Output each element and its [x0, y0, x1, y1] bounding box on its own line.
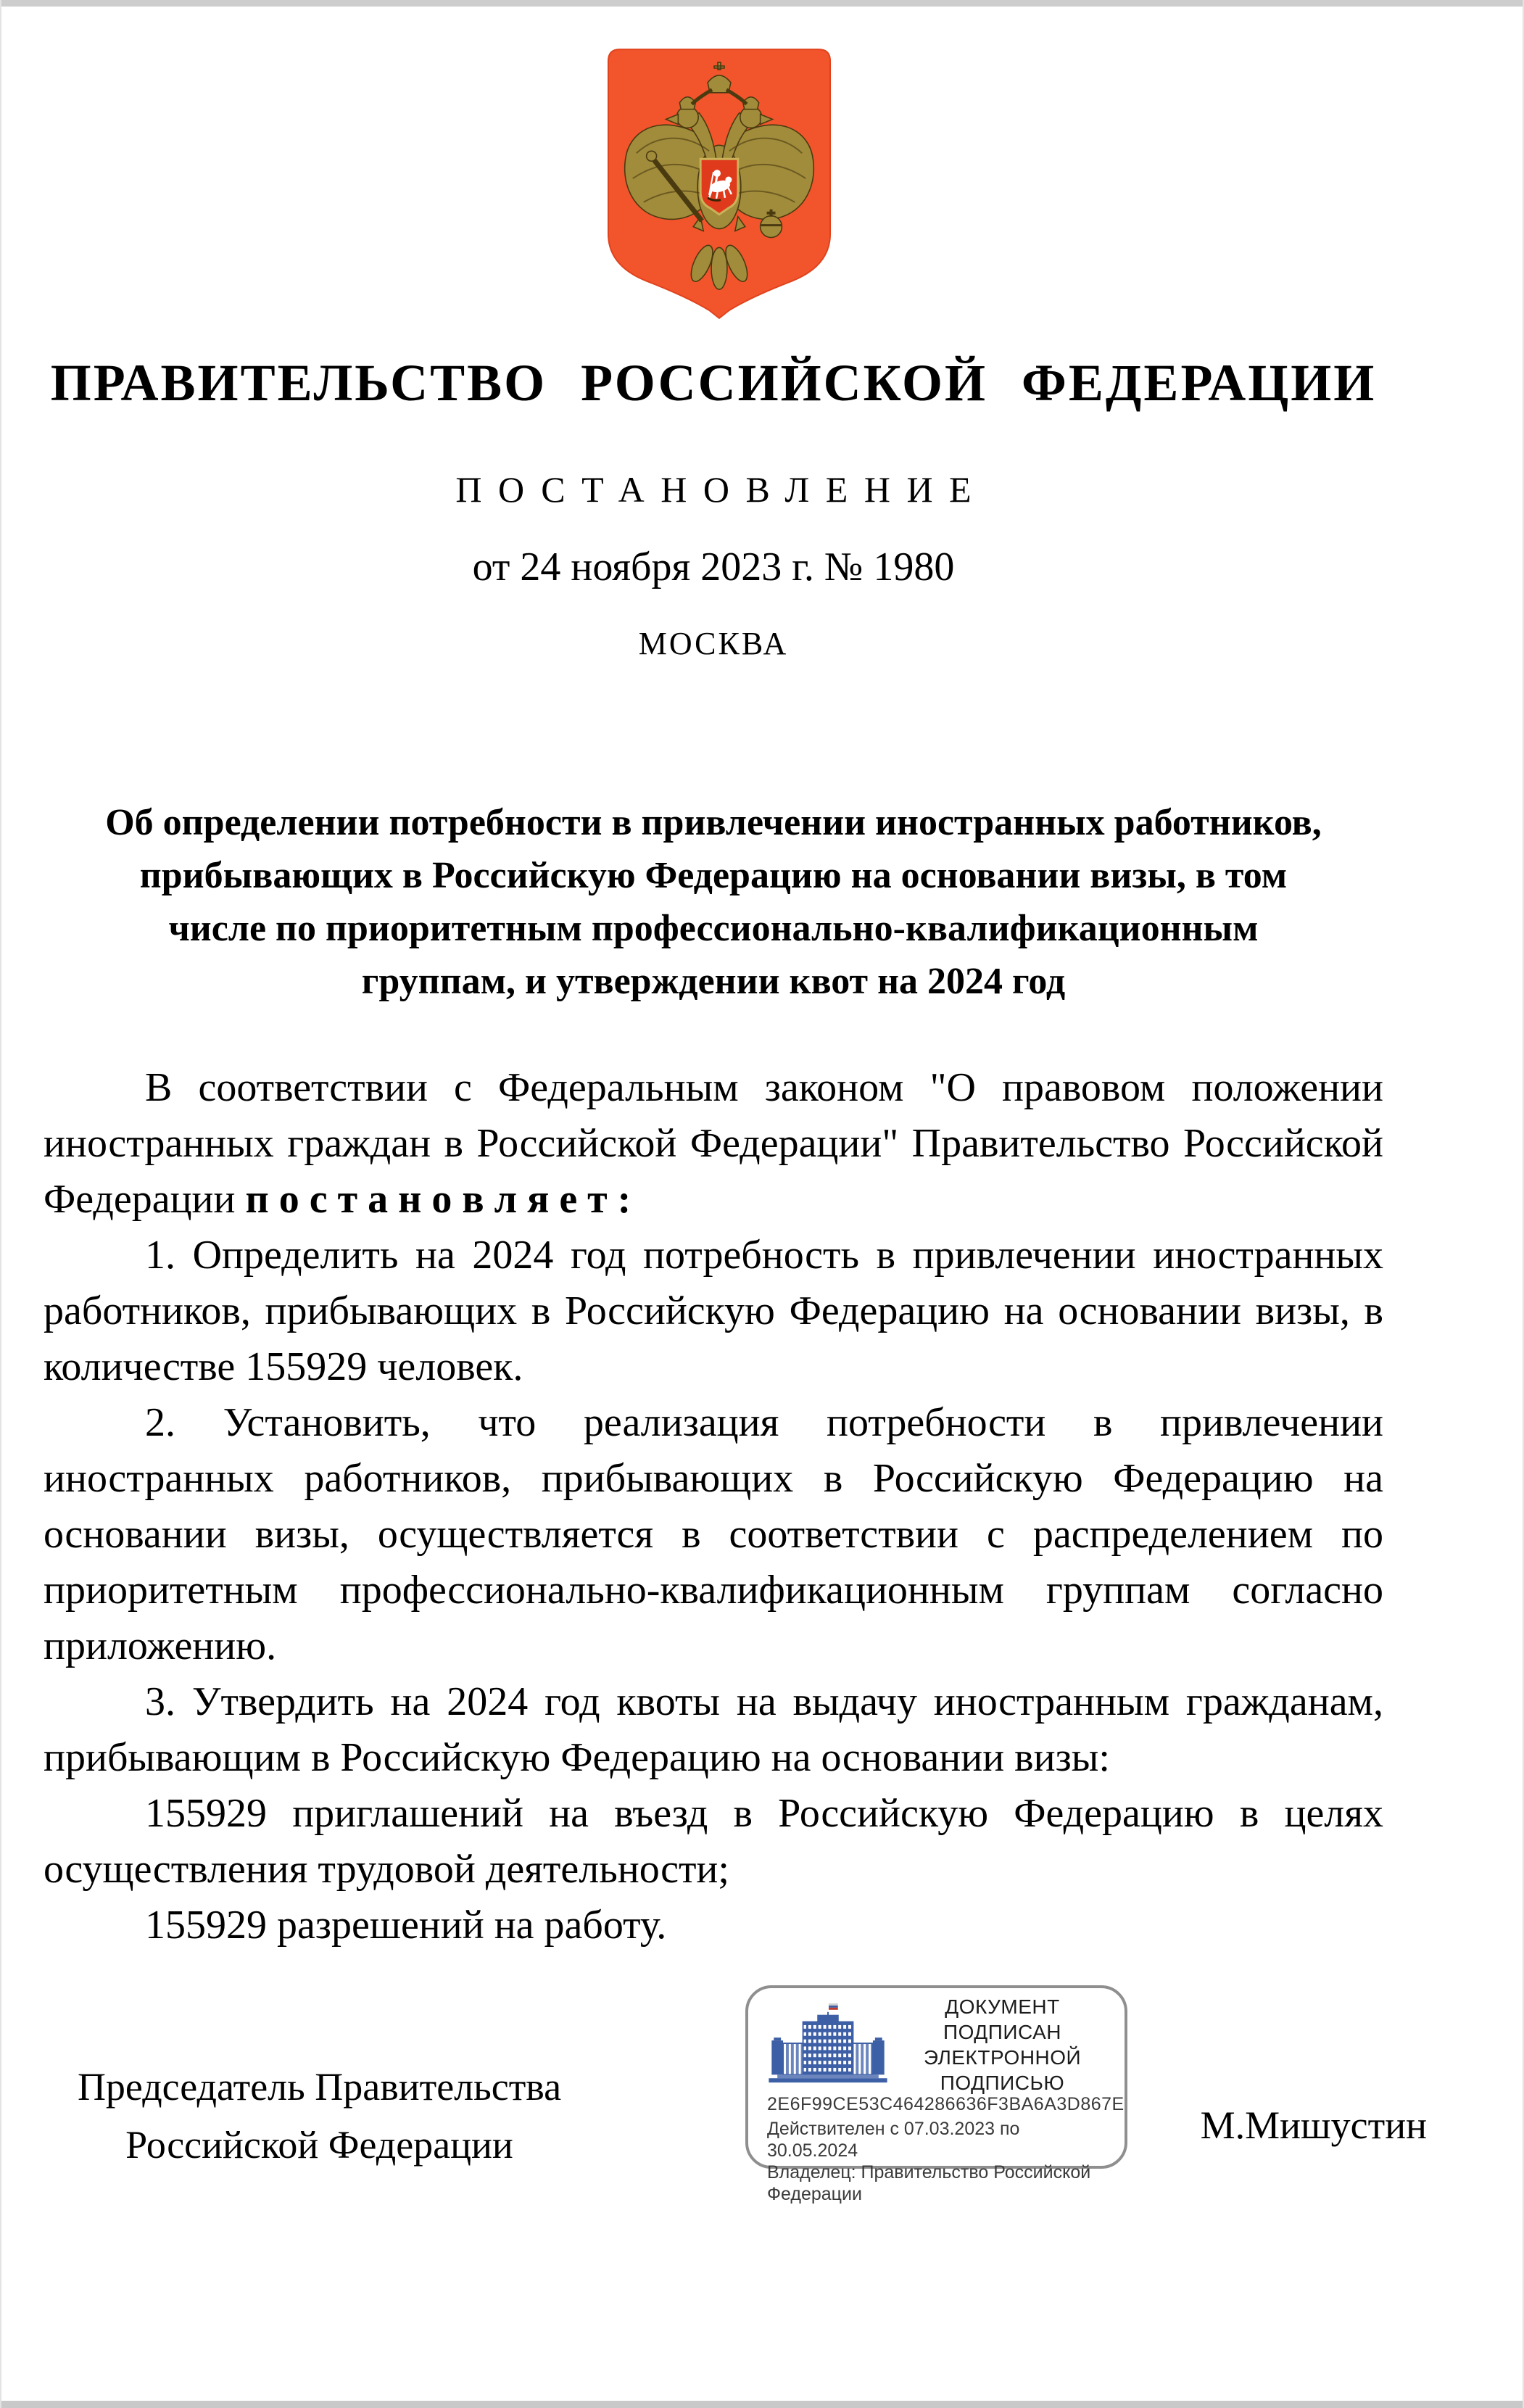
- coat-of-arms: [604, 45, 835, 323]
- city-label: МОСКВА: [638, 626, 789, 661]
- paragraph-2: 2. Установить, что реализация потребности в привлечении иностранных работников, прибывающих в Российскую Федерацию на основании визы, осуществляется в соответствии с распределением по приоритетным профессионально-квалификационным группам согласно приложению.: [44, 1400, 1383, 1668]
- certificate-owner: [767, 2161, 1107, 2205]
- scan-edge-top: [0, 0, 1524, 7]
- document-type: ПОСТАНОВЛЕНИЕ: [455, 469, 988, 510]
- document-title-line: прибывающих в Российскую Федерацию на основании визы, в том: [139, 855, 1288, 896]
- intro-text: В соответствии с Федеральным законом "О правовом положении иностранных граждан в Российской Федерации" Правительство Российской Федерации: [44, 1065, 1383, 1222]
- paragraph-1: 1. Определить на 2024 год потребность в привлечении иностранных работников, прибывающих в Российскую Федерацию на основании визы, в количестве 155929 человек.: [44, 1233, 1383, 1389]
- stamp-title-line: ЭЛЕКТРОННОЙ ПОДПИСЬЮ: [923, 2046, 1082, 2094]
- decree-word: п о с т а н о в л я е т :: [245, 1177, 631, 1222]
- issuer-title: ПРАВИТЕЛЬСТВО РОССИЙСКОЙ ФЕДЕРАЦИИ: [50, 354, 1377, 412]
- document-body: [44, 1060, 1383, 1953]
- electronic-signature-stamp: [745, 1985, 1127, 2204]
- stamp-header: [767, 1995, 1107, 2094]
- stamp-title-line: ДОКУМЕНТ ПОДПИСАН: [943, 1995, 1061, 2043]
- document-title: [44, 796, 1383, 1008]
- scan-edge-left: [0, 0, 1, 2408]
- document-title-line: числе по приоритетным профессионально-квалификационным: [168, 908, 1259, 949]
- government-building-icon: [767, 2002, 889, 2088]
- signer-name: М.Мишустин: [1200, 2103, 1427, 2147]
- certificate-owner-line: Федерации: [767, 2184, 862, 2204]
- document-title-line: группам, и утверждении квот на 2024 год: [361, 961, 1066, 1002]
- paragraph-3: 3. Утвердить на 2024 год квоты на выдачу иностранным гражданам, прибывающим в Российскую Федерацию на основании визы:: [44, 1679, 1383, 1780]
- paragraph-4: 155929 приглашений на въезд в Российскую Федерацию в целях осуществления трудовой деятельности;: [44, 1791, 1383, 1892]
- signer-position-line: Российской Федерации: [125, 2123, 513, 2167]
- document-title-line: Об определении потребности в привлечении иностранных работников,: [105, 802, 1322, 843]
- certificate-owner-line: Владелец: Правительство Российской: [767, 2162, 1091, 2182]
- russia-coat-of-arms-icon: [604, 45, 835, 319]
- date-number-line: от 24 ноября 2023 г. № 1980: [472, 545, 955, 589]
- certificate-number: 2E6F99CE53C464286636F3BA6A3D867E: [767, 2094, 1125, 2114]
- paragraph-5: 155929 разрешений на работу.: [145, 1903, 667, 1948]
- signer-position-line: Председатель Правительства: [77, 2065, 562, 2109]
- certificate-validity: Действителен с 07.03.2023 по 30.05.2024: [767, 2119, 1020, 2161]
- intro-paragraph: [44, 1060, 1383, 1228]
- stamp-title: [898, 1994, 1107, 2095]
- scan-edge-bottom: [0, 2401, 1524, 2408]
- signer-position: [49, 2058, 589, 2174]
